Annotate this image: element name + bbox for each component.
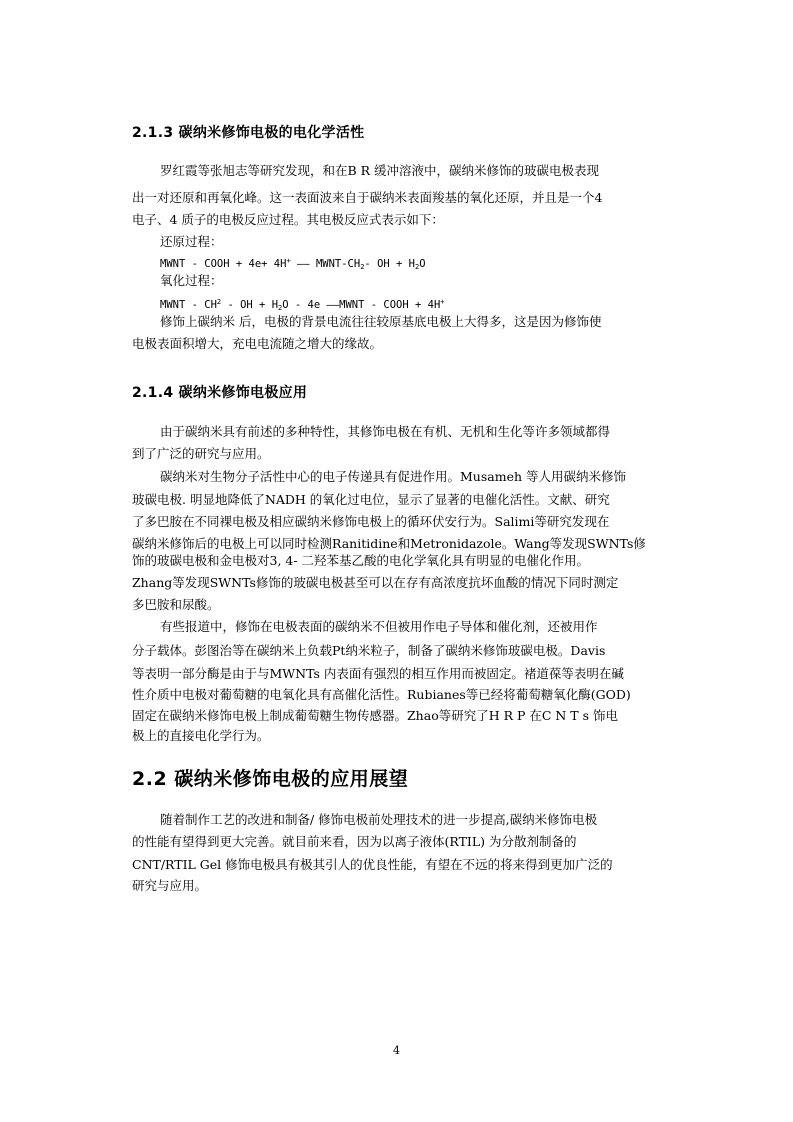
paragraph-line: 玻碳电极. 明显地降低了NADH 的氧化过电位，显示了显著的电催化活性。文献、研究 <box>132 492 610 507</box>
section-heading-2-1-3: 2.1.3 碳纳米修饰电极的电化学活性 <box>132 125 365 141</box>
paragraph-line: 修饰上碳纳米 后，电极的背景电流往往较原基底电极上大得多，这是因为修饰使 <box>160 314 602 329</box>
paragraph-line: 固定在碳纳米修饰电极上制成葡萄糖生物传感器。Zhao等研究了H R P 在C N T s 饰电 <box>132 708 619 723</box>
paragraph-line: 分子载体。彭图治等在碳纳米上负载Pt纳米粒子，制备了碳纳米修饰玻碳电极。Davis <box>132 643 606 658</box>
paragraph-line: 碳纳米修饰后的电极上可以同时检测Ranitidine和Metronidazole。Wang等发现SWNTs修 <box>132 536 646 551</box>
oxidation-formula: MWNT - $CH^2$ - OH + $H_2O - 4e$ ——MWNT - COOH + 4H+ <box>160 298 445 312</box>
paragraph-line: 极上的直接电化学行为。 <box>132 728 270 743</box>
paragraph-line: 电子、4 质子的电极反应过程。其电极反应式表示如下： <box>132 212 444 227</box>
paragraph-line: Zhang等发现SWNTs修饰的玻碳电极甚至可以在存有高浓度抗坏血酸的情况下同时测定 <box>132 575 619 590</box>
paragraph-line: 研究与应用。 <box>132 878 208 893</box>
paragraph-line: 性介质中电极对葡萄糖的电氧化具有高催化活性。Rubianes等已经将葡萄糖氧化酶(GOD) <box>132 687 631 702</box>
paragraph-line: 由于碳纳米具有前述的多种特性，其修饰电极在有机、无机和生化等许多领域都得 <box>160 424 611 439</box>
paragraph-line: 饰的玻碳电极和金电极对3, 4- 二羟苯基乙酸的电化学氧化具有明显的电催化作用。 <box>132 553 590 568</box>
paragraph-line: 的性能有望得到更大完善。就目前来看，因为以离子液体(RTIL) 为分散剂制备的 <box>132 834 577 849</box>
paragraph-line: 等表明一部分酶是由于与MWNTs 内表面有强烈的相互作用而被固定。褚道葆等表明在碱 <box>132 666 624 681</box>
paragraph-line: 电极表面积增大，充电电流随之增大的缘故。 <box>132 336 383 351</box>
oxidation-label: 氧化过程： <box>160 273 223 288</box>
reduction-label: 还原过程： <box>160 234 223 249</box>
paragraph-line: 随着制作工艺的改进和制备/ 修饰电极前处理技术的进一步提高,碳纳米修饰电极 <box>160 812 598 827</box>
paragraph-line: 了多巴胺在不同裸电极及相应碳纳米修饰电极上的循环伏安行为。Salimi等研究发现在 <box>132 514 610 529</box>
page-number: 4 <box>393 1044 400 1057</box>
reduction-formula: MWNT - COOH + 4e+ 4H+ —— MWNT-$CH_2-$ OH + $H_2O$ <box>160 257 426 271</box>
paragraph-line: CNT/RTIL Gel 修饰电极具有极其引人的优良性能，有望在不远的将来得到更加广泛的 <box>132 857 613 872</box>
paragraph-line: 多巴胺和尿酸。 <box>132 597 220 612</box>
section-heading-2-2: 2.2 碳纳米修饰电极的应用展望 <box>132 768 409 790</box>
paragraph-line: 到了广泛的研究与应用。 <box>132 446 270 461</box>
paragraph-line: 碳纳米对生物分子活性中心的电子传递具有促进作用。Musameh 等人用碳纳米修饰 <box>160 469 626 484</box>
paragraph-line: 有些报道中，修饰在电极表面的碳纳米不但被用作电子导体和催化剂，还被用作 <box>160 619 598 634</box>
section-heading-2-1-4: 2.1.4 碳纳米修饰电极应用 <box>132 385 308 401</box>
paragraph-line: 出一对还原和再氧化峰。这一表面波来自于碳纳米表面羧基的氧化还原，并且是一个4 <box>132 190 603 205</box>
paragraph-line: 罗红霞等张旭志等研究发现，和在B R 缓冲溶液中，碳纳米修饰的玻碳电极表现 <box>160 163 600 178</box>
